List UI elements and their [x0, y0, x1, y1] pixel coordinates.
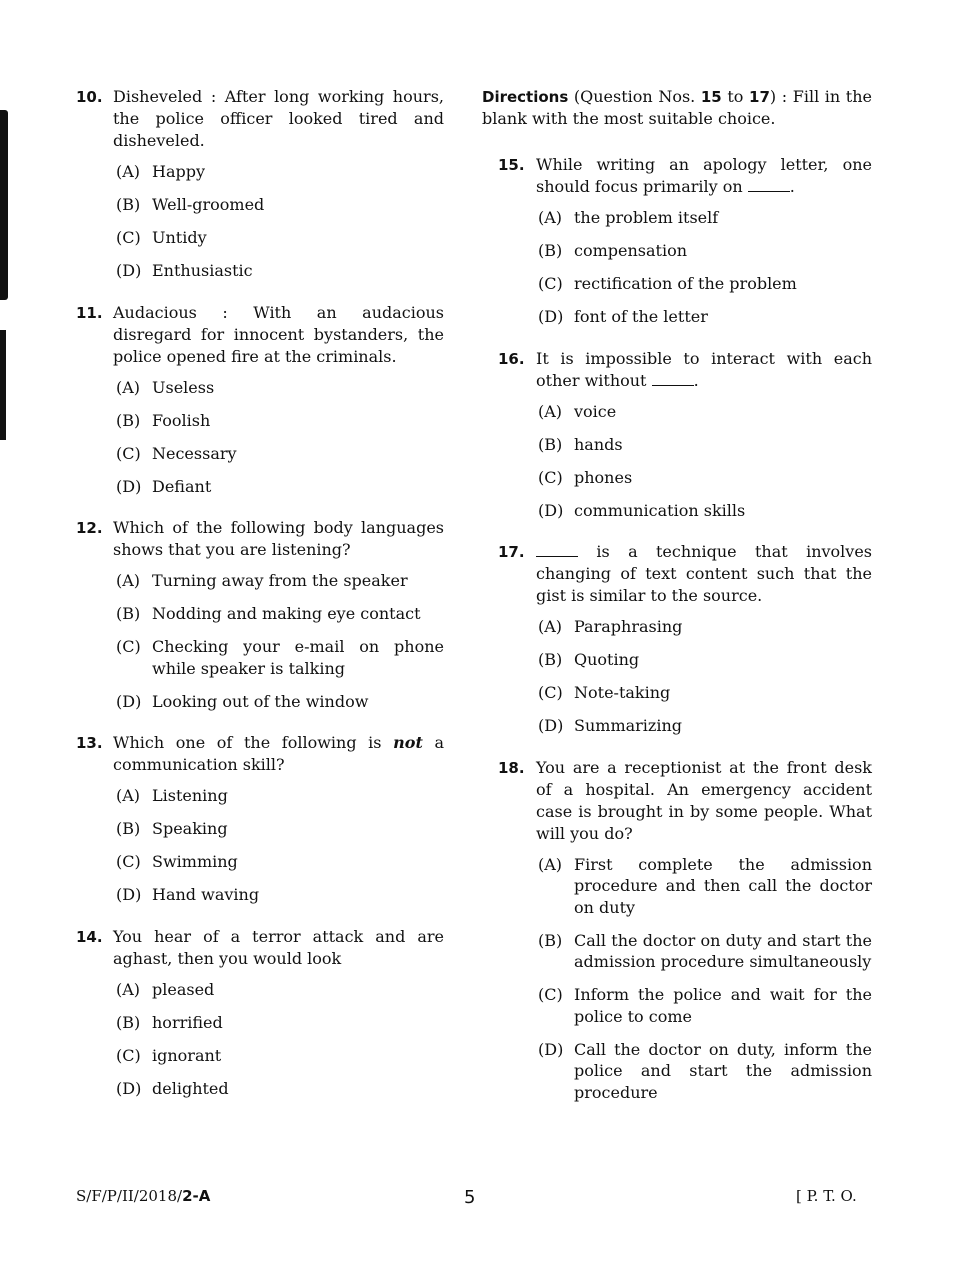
option-text: First complete the admission procedure and then call the doctor on duty: [574, 854, 872, 917]
option-label: (A): [116, 786, 141, 805]
option[interactable]: [538, 930, 872, 973]
question-number: 10.: [76, 88, 103, 106]
question-12: [76, 517, 444, 712]
option-label: (C): [116, 852, 141, 871]
question-number: 15.: [498, 156, 525, 174]
question-number: 14.: [76, 927, 103, 946]
option-text: Well-groomed: [152, 195, 265, 214]
question-text-end: a communication skill?: [113, 733, 445, 774]
option[interactable]: [116, 851, 444, 873]
option-label: (C): [538, 985, 563, 1004]
option-label: (B): [538, 241, 563, 260]
option-label: (A): [538, 401, 563, 421]
option[interactable]: [116, 161, 444, 183]
option[interactable]: [116, 570, 444, 592]
question-text-end: is a technique that involves changing of text content such that the gist is similar to the source.: [536, 542, 872, 605]
question-text: Which of the following body languages shows that you are listening?: [113, 518, 444, 559]
question-number: 11.: [76, 303, 103, 322]
option[interactable]: [538, 207, 872, 229]
fill-blank: [652, 373, 694, 386]
question-text: You are a receptionist at the front desk of a hospital. An emergency accident case is brought in by some people. What will you do?: [536, 757, 872, 843]
option-text: Useless: [152, 377, 215, 397]
option[interactable]: [538, 401, 872, 423]
directions-text: (Question Nos.: [568, 87, 701, 106]
please-turn-over: [ P. T. O.: [796, 1187, 857, 1205]
option-text: font of the letter: [574, 307, 708, 326]
option[interactable]: [116, 1012, 444, 1034]
directions-to-word: to: [721, 87, 750, 106]
question-number: 13.: [76, 734, 103, 752]
option[interactable]: [116, 636, 444, 679]
options-list: [538, 207, 872, 328]
question-17: [498, 541, 872, 737]
option-label: (B): [116, 604, 141, 623]
question-number: 16.: [498, 349, 525, 368]
option-text: voice: [574, 401, 617, 421]
option[interactable]: [116, 884, 444, 906]
option-text: delighted: [152, 1078, 229, 1098]
options-list: [116, 570, 444, 712]
emphasis-not: not: [393, 733, 423, 752]
option-label: (B): [116, 410, 141, 430]
option-label: (C): [538, 467, 563, 487]
option-text: Turning away from the speaker: [152, 571, 408, 590]
question-text: [536, 348, 872, 392]
option[interactable]: [116, 979, 444, 1001]
option-label: (B): [538, 650, 563, 669]
option-text: Checking your e-mail on phone while speaker is talking: [152, 637, 444, 678]
option-label: (D): [116, 885, 142, 904]
option-label: (A): [116, 377, 141, 397]
option-text: Swimming: [152, 852, 238, 871]
option-text: Hand waving: [152, 885, 260, 904]
option-label: (D): [538, 1039, 564, 1059]
option[interactable]: [538, 984, 872, 1027]
option[interactable]: [538, 715, 872, 737]
directions: [482, 86, 872, 130]
question-10: [76, 86, 444, 282]
option-text: Call the doctor on duty and start the admission procedure simultaneously: [574, 930, 872, 971]
option-label: (C): [116, 1045, 141, 1065]
option-label: (B): [116, 1012, 141, 1032]
question-number: 17.: [498, 543, 525, 561]
page-footer: [76, 1187, 876, 1211]
option[interactable]: [538, 467, 872, 489]
question-text-end: .: [789, 177, 795, 196]
left-column: [76, 86, 444, 1119]
option-text: pleased: [152, 979, 215, 999]
question-16: [498, 348, 872, 522]
option-text: Defiant: [152, 476, 212, 496]
option-text: Paraphrasing: [574, 617, 683, 636]
scan-edge-artifact: [0, 110, 8, 300]
option-text: Enthusiastic: [152, 261, 253, 280]
question-11: [76, 302, 444, 498]
option[interactable]: [116, 443, 444, 465]
option-label: (B): [116, 195, 141, 214]
option[interactable]: [538, 273, 872, 295]
paper-code: [76, 1187, 210, 1205]
option[interactable]: [116, 1078, 444, 1100]
option-text: Quoting: [574, 650, 640, 669]
option-label: (B): [116, 819, 141, 838]
option-text: Foolish: [152, 410, 211, 430]
option-label: (A): [538, 854, 563, 874]
option-label: (B): [538, 930, 563, 950]
options-list: [538, 616, 872, 737]
option[interactable]: [116, 603, 444, 625]
option-label: (A): [538, 208, 563, 227]
option-label: (C): [538, 274, 563, 293]
options-list: [116, 979, 444, 1100]
option[interactable]: [116, 227, 444, 249]
options-list: [116, 161, 444, 282]
option[interactable]: [116, 410, 444, 432]
paper-code-set: 2-A: [182, 1187, 211, 1205]
question-number: 18.: [498, 758, 525, 777]
question-text: Disheveled : After long working hours, the police officer looked tired and disheveled.: [113, 87, 444, 150]
option-text: Nodding and making eye contact: [152, 604, 421, 623]
option-label: (A): [116, 162, 141, 181]
option-text: horrified: [152, 1012, 223, 1032]
option-text: the problem itself: [574, 208, 719, 227]
option-text: Note-taking: [574, 683, 671, 702]
option[interactable]: [116, 691, 444, 713]
option-label: (D): [538, 307, 564, 326]
question-text: [536, 541, 872, 607]
option-text: hands: [574, 434, 623, 454]
option[interactable]: [538, 649, 872, 671]
fill-blank: [748, 179, 790, 192]
directions-from: 15: [700, 88, 722, 106]
option-text: compensation: [574, 241, 688, 260]
option[interactable]: [538, 306, 872, 328]
question-text-start: It is impossible to interact with each other without: [536, 348, 872, 390]
option-label: (A): [116, 979, 141, 999]
option[interactable]: [538, 500, 872, 522]
option-label: (C): [116, 443, 141, 463]
option-text: Untidy: [152, 228, 207, 247]
option-text: rectification of the problem: [574, 274, 797, 293]
option[interactable]: [538, 682, 872, 704]
option[interactable]: [116, 377, 444, 399]
right-column: [482, 86, 872, 1123]
option-label: (C): [116, 637, 141, 656]
option-text: phones: [574, 467, 633, 487]
option-text: Happy: [152, 162, 206, 181]
option-label: (A): [116, 571, 141, 590]
option-text: communication skills: [574, 500, 746, 520]
option[interactable]: [538, 854, 872, 919]
option-text: ignorant: [152, 1045, 222, 1065]
question-text-start: While writing an apology letter, one should focus primarily on: [536, 155, 872, 196]
scan-edge-artifact: [0, 330, 6, 440]
question-text: [113, 732, 444, 776]
option[interactable]: [538, 434, 872, 456]
paper-code-prefix: S/F/P/II/2018/: [76, 1187, 183, 1205]
options-list: [538, 854, 872, 1104]
option[interactable]: [116, 1045, 444, 1067]
question-13: [76, 732, 444, 906]
page-number: 5: [464, 1187, 476, 1208]
option-label: (D): [116, 1078, 142, 1098]
option-text: Summarizing: [574, 716, 683, 735]
option-text: Speaking: [152, 819, 228, 838]
fill-blank: [536, 544, 578, 557]
directions-label: Directions: [482, 88, 569, 106]
option-label: (D): [538, 500, 564, 520]
options-list: [538, 401, 872, 522]
option[interactable]: [116, 194, 444, 216]
option-label: (C): [538, 683, 563, 702]
question-text-start: Which one of the following is: [113, 733, 394, 752]
question-18: [498, 757, 872, 1104]
option-label: (D): [116, 261, 142, 280]
option[interactable]: [116, 260, 444, 282]
question-number: 12.: [76, 519, 103, 537]
option-text: Listening: [152, 786, 228, 805]
option-label: (D): [116, 476, 142, 496]
question-text-end: .: [693, 370, 699, 390]
option[interactable]: [538, 1039, 872, 1104]
question-14: [76, 926, 444, 1100]
question-15: [498, 154, 872, 328]
question-text: Audacious : With an audacious disregard for innocent bystanders, the police opened fire at the criminals.: [113, 302, 444, 366]
option[interactable]: [116, 476, 444, 498]
option[interactable]: [116, 818, 444, 840]
option-label: (C): [116, 228, 141, 247]
option-label: (A): [538, 617, 563, 636]
question-text: You hear of a terror attack and are aghast, then you would look: [113, 926, 444, 968]
option-text: Necessary: [152, 443, 237, 463]
option[interactable]: [538, 616, 872, 638]
option-label: (B): [538, 434, 563, 454]
directions-to: 17: [749, 88, 770, 106]
option[interactable]: [116, 785, 444, 807]
option-text: Inform the police and wait for the police to come: [574, 985, 872, 1026]
options-list: [116, 785, 444, 906]
question-text: [536, 154, 872, 198]
option-label: (D): [538, 716, 564, 735]
options-list: [116, 377, 444, 498]
option[interactable]: [538, 240, 872, 262]
directions-text-end: ) : Fill in the blank with the most suitable choice.: [482, 87, 873, 128]
option-label: (D): [116, 691, 142, 711]
option-text: Call the doctor on duty, inform the police and start the admission procedure: [574, 1039, 872, 1102]
option-text: Looking out of the window: [152, 691, 369, 711]
